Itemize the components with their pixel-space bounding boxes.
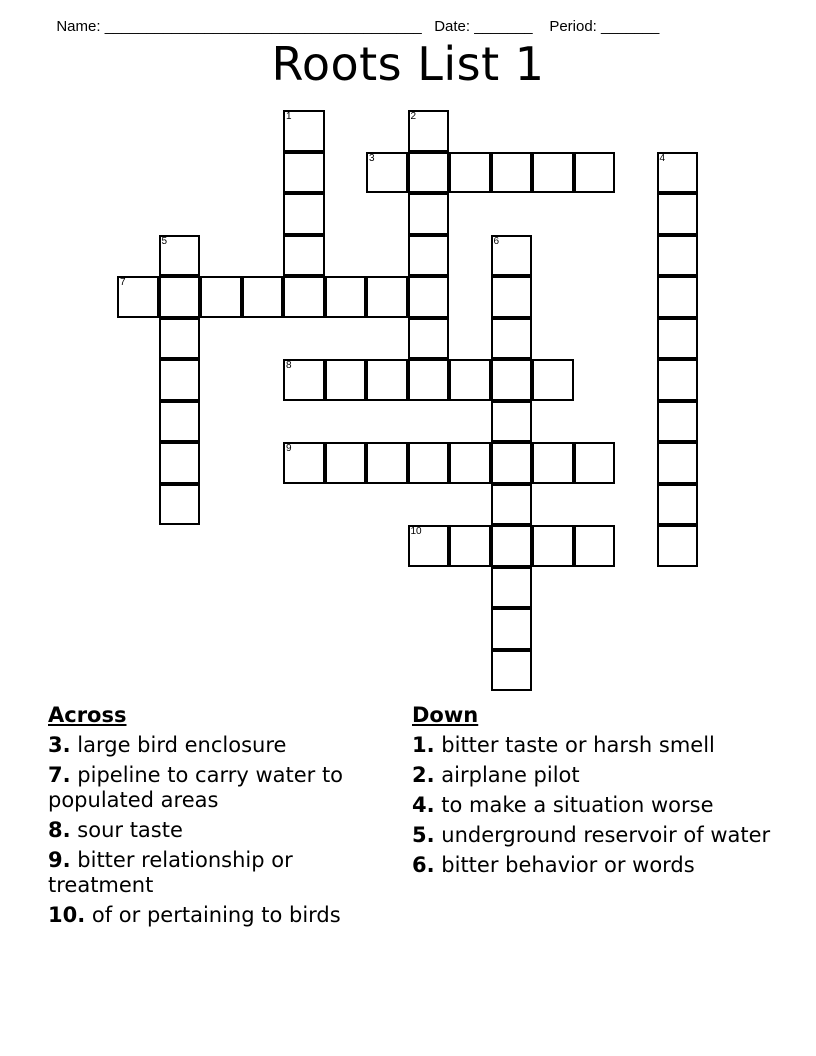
grid-cell[interactable] [242,276,284,318]
grid-cell[interactable] [532,359,574,401]
grid-cell[interactable] [491,484,533,526]
grid-cell[interactable] [283,235,325,277]
across-clues [48,703,388,933]
grid-cell[interactable] [283,359,325,401]
grid-cell[interactable] [657,235,699,277]
name-field[interactable]: Name: ______________________________________ [56,18,422,35]
clue-number-label: 1 [286,111,292,122]
grid-cell[interactable] [657,359,699,401]
grid-cell[interactable] [117,276,159,318]
grid-cell[interactable] [283,193,325,235]
grid-cell[interactable] [200,276,242,318]
grid-cell[interactable] [657,318,699,360]
grid-cell[interactable] [159,442,201,484]
grid-cell[interactable] [491,318,533,360]
grid-cell[interactable] [657,276,699,318]
grid-cell[interactable] [408,110,450,152]
clue-across-8: 8. sour taste [48,818,183,842]
grid-cell[interactable] [325,276,367,318]
grid-cell[interactable] [657,193,699,235]
clue-number-label: 3 [369,152,375,164]
clue-number-label: 4 [659,152,666,164]
grid-cell[interactable] [408,442,450,484]
across-heading: Across [48,703,127,727]
grid-cell[interactable] [491,525,533,567]
down-clues [412,703,772,883]
grid-cell[interactable] [657,152,699,194]
grid-cell[interactable] [491,608,533,650]
grid-cell[interactable] [491,442,533,484]
grid-cell[interactable] [159,276,201,318]
grid-cell[interactable] [408,318,450,360]
grid-cell[interactable] [532,442,574,484]
clue-number-label: 7 [120,277,126,288]
grid-cell[interactable] [657,525,699,567]
clue-down-4: 4. to make a situation worse [412,793,714,817]
page-title: Roots List 1 [271,37,545,91]
grid-cell[interactable] [491,401,533,443]
clue-number-label: 8 [286,360,292,371]
grid-cell[interactable] [159,235,201,277]
grid-cell[interactable] [491,359,533,401]
grid-cell[interactable] [366,276,408,318]
grid-cell[interactable] [491,567,533,609]
down-heading: Down [412,703,479,727]
grid-cell[interactable] [283,442,325,484]
grid-cell[interactable] [325,359,367,401]
grid-cell[interactable] [159,401,201,443]
clue-number-label: 9 [286,443,292,454]
grid-cell[interactable] [408,235,450,277]
grid-cell[interactable] [408,525,450,567]
grid-cell[interactable] [449,525,491,567]
grid-cell[interactable] [159,359,201,401]
grid-cell[interactable] [408,276,450,318]
grid-cell[interactable] [657,401,699,443]
grid-cell[interactable] [366,442,408,484]
grid-cell[interactable] [366,152,408,194]
clue-across-7: 7. pipeline to carry water to populated areas [48,763,344,812]
grid-cell[interactable] [491,235,533,277]
clue-down-1: 1. bitter taste or harsh smell [412,733,715,757]
grid-cell[interactable] [366,359,408,401]
grid-cell[interactable] [449,442,491,484]
date-field[interactable]: Date: _______ [434,18,533,35]
grid-cell[interactable] [408,193,450,235]
period-field[interactable]: Period: _______ [549,18,660,35]
grid-cell[interactable] [159,484,201,526]
grid-cell[interactable] [159,318,201,360]
grid-cell[interactable] [491,152,533,194]
grid-cell[interactable] [657,484,699,526]
grid-cell[interactable] [283,276,325,318]
grid-cell[interactable] [574,442,616,484]
clue-across-9: 9. bitter relationship or treatment [48,848,293,897]
clue-down-5: 5. underground reservoir of water [412,823,771,847]
grid-cell[interactable] [283,152,325,194]
grid-cell[interactable] [532,152,574,194]
clue-number-label: 2 [410,111,417,122]
grid-cell[interactable] [491,650,533,692]
grid-cell[interactable] [491,276,533,318]
clue-number-label: 6 [493,235,500,247]
grid-cell[interactable] [449,152,491,194]
grid-cell[interactable] [574,525,616,567]
grid-cell[interactable] [325,442,367,484]
grid-cell[interactable] [408,359,450,401]
clue-number-label: 5 [161,235,168,247]
clue-down-2: 2. airplane pilot [412,763,580,787]
grid-cell[interactable] [657,442,699,484]
grid-cell[interactable] [574,152,616,194]
clue-across-10: 10. of or pertaining to birds [48,903,341,927]
clue-number-label: 10 [410,526,422,537]
clue-across-3: 3. large bird enclosure [48,733,287,757]
grid-cell[interactable] [449,359,491,401]
grid-cell[interactable] [532,525,574,567]
grid-cell[interactable] [283,110,325,152]
grid-cell[interactable] [408,152,450,194]
clue-down-6: 6. bitter behavior or words [412,853,695,877]
